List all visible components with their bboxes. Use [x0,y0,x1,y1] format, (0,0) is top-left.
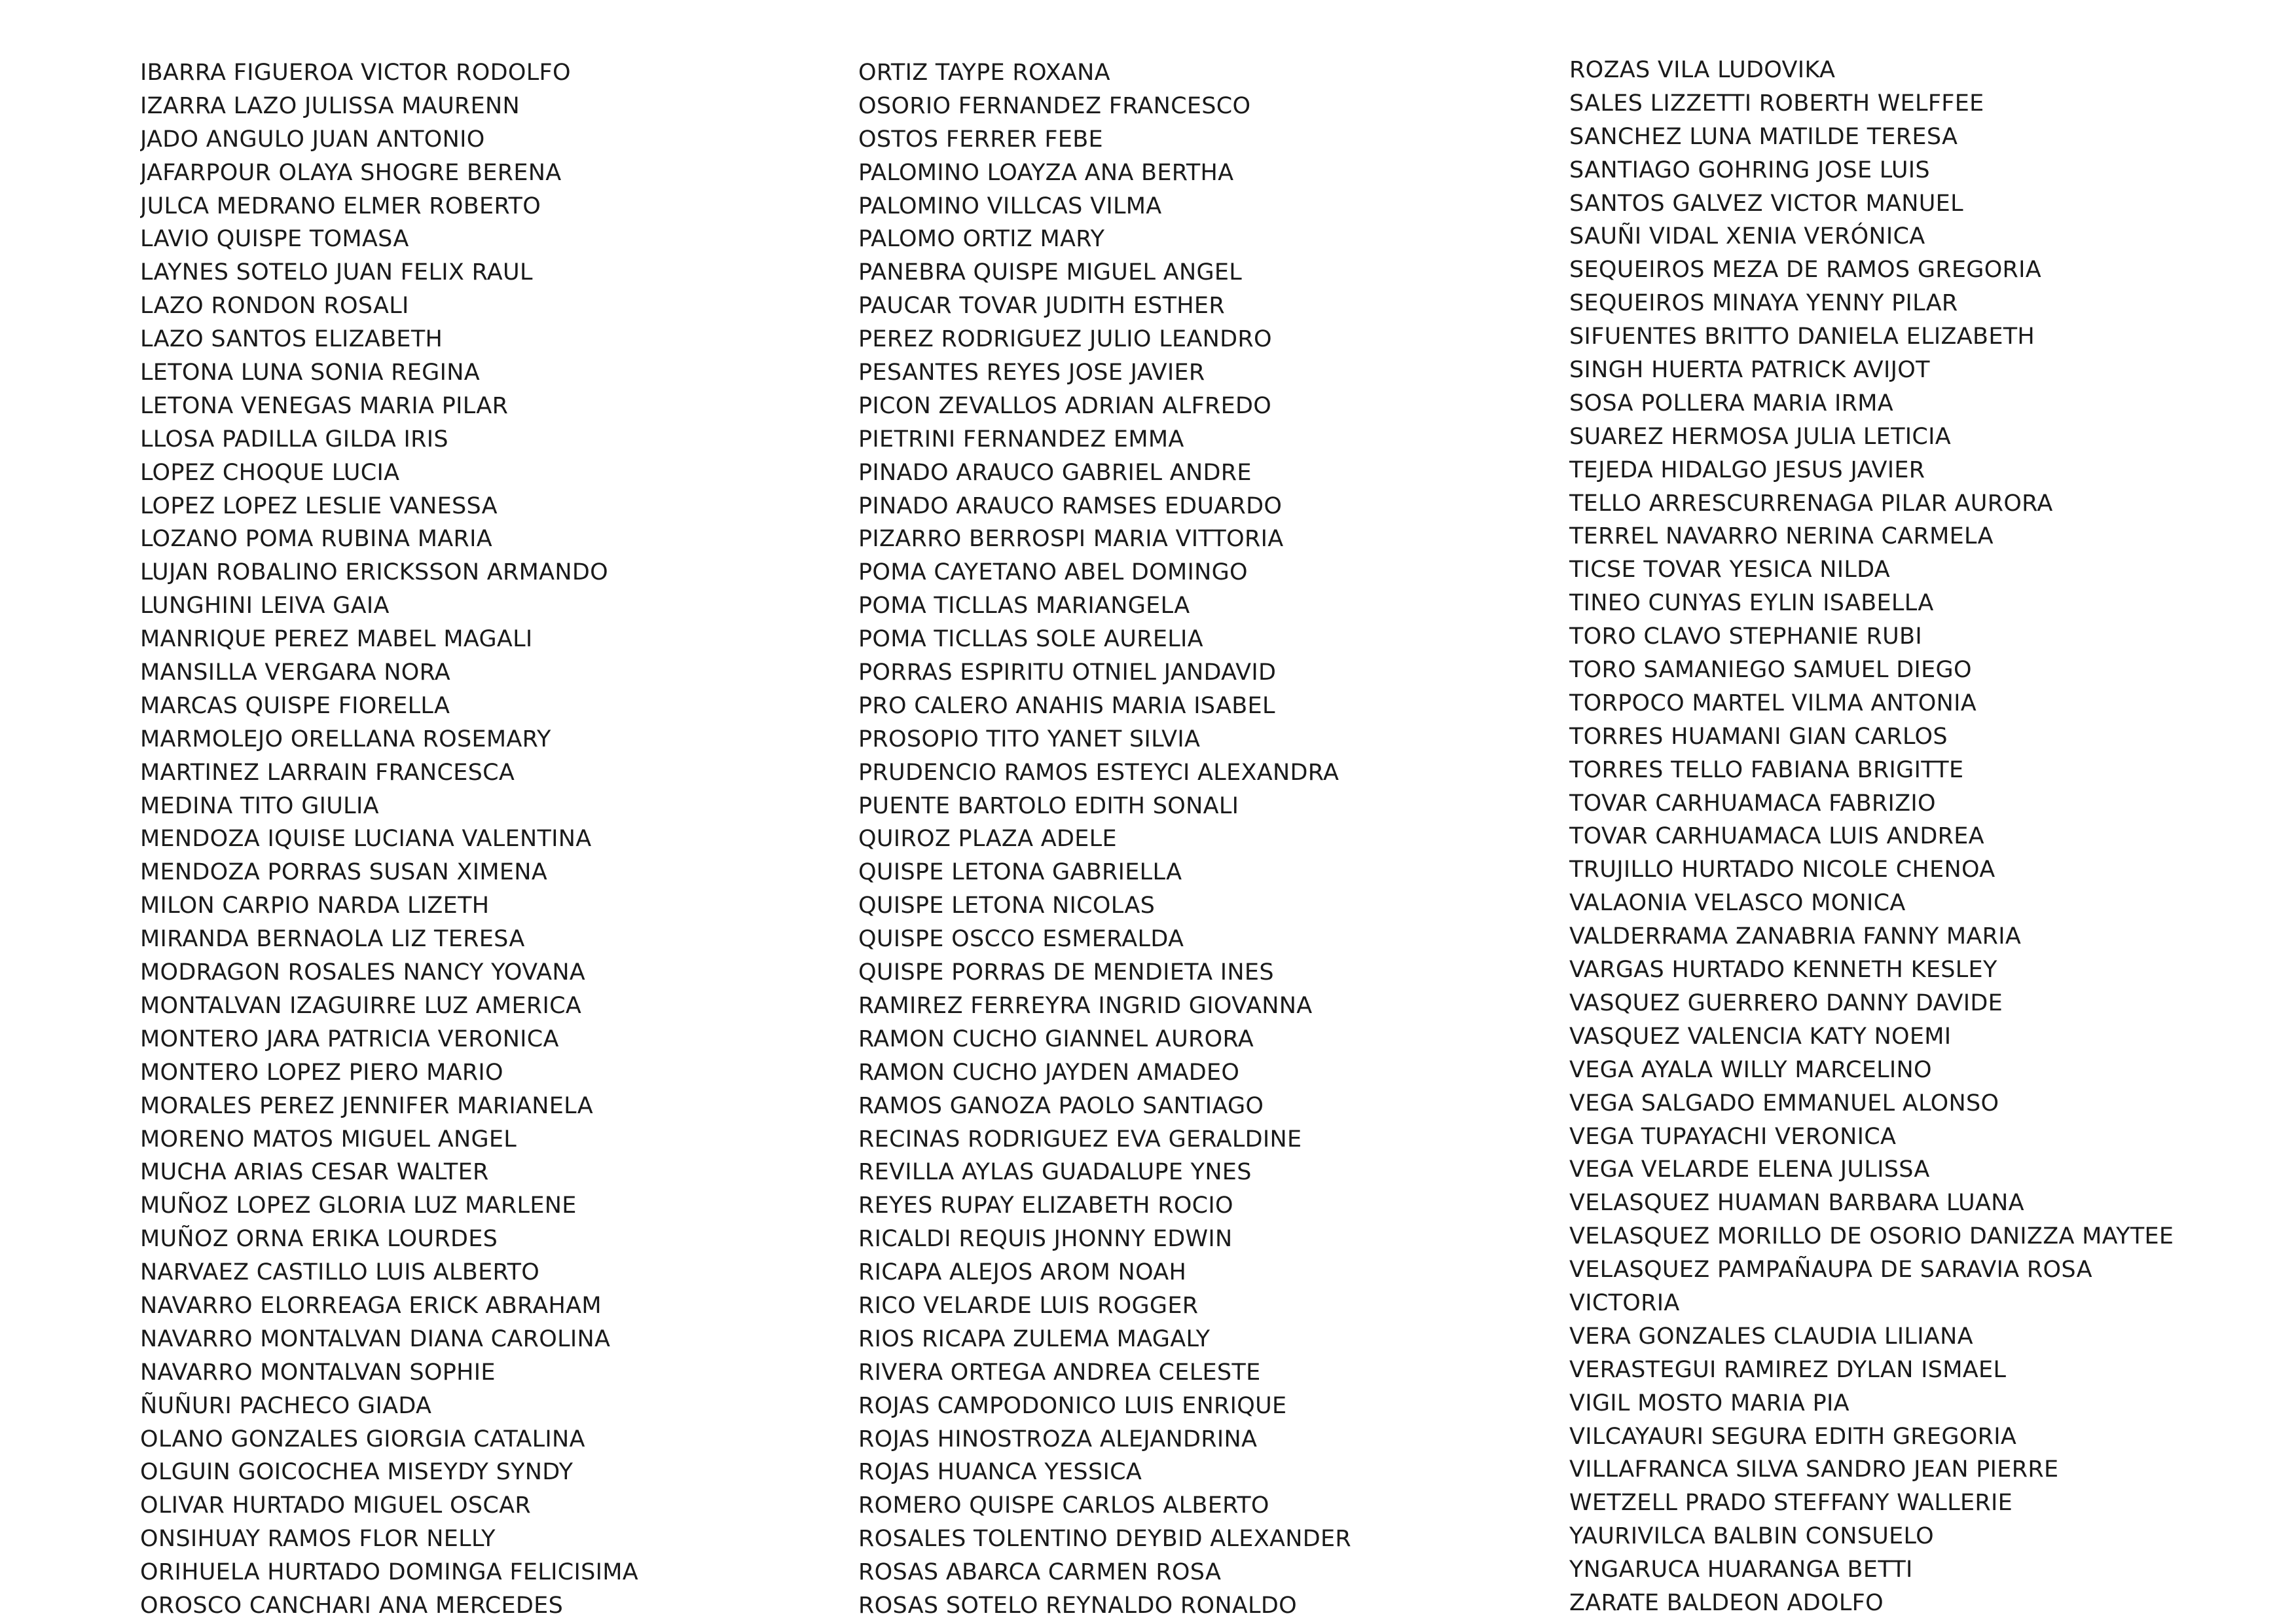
name-entry: POMA TICLLAS SOLE AURELIA [858,626,1203,653]
name-entry: VILCAYAURI SEGURA EDITH GREGORIA [1569,1423,2017,1450]
name-entry: VIGIL MOSTO MARIA PIA [1569,1390,1850,1416]
name-entry: RECINAS RODRIGUEZ EVA GERALDINE [858,1126,1302,1153]
name-entry: VASQUEZ GUERRERO DANNY DAVIDE [1569,989,2003,1016]
name-entry: MUÑOZ ORNA ERIKA LOURDES [140,1226,498,1253]
name-entry: PIETRINI FERNANDEZ EMMA [858,426,1184,452]
name-entry: VARGAS HURTADO KENNETH KESLEY [1569,957,1997,984]
name-entry: QUISPE OSCCO ESMERALDA [858,926,1184,953]
name-entry: MUÑOZ LOPEZ GLORIA LUZ MARLENE [140,1192,577,1219]
name-entry: ORTIZ TAYPE ROXANA [858,60,1110,86]
name-entry: SINGH HUERTA PATRICK AVIJOT [1569,357,1930,384]
name-entry: VELASQUEZ MORILLO DE OSORIO DANIZZA MAYTEE [1569,1223,2174,1250]
name-column-2 [858,56,1351,1624]
name-entry: NAVARRO MONTALVAN DIANA CAROLINA [140,1325,611,1352]
name-entry: VEGA TUPAYACHI VERONICA [1569,1123,1897,1150]
name-entry: MIRANDA BERNAOLA LIZ TERESA [140,926,525,953]
name-entry: TOVAR CARHUAMACA FABRIZIO [1569,790,1936,817]
name-entry: OLANO GONZALES GIORGIA CATALINA [140,1426,585,1452]
name-entry: LOPEZ LOPEZ LESLIE VANESSA [140,492,498,519]
name-entry: RAMON CUCHO GIANNEL AURORA [858,1025,1254,1052]
name-entry: LLOSA PADILLA GILDA IRIS [140,426,448,452]
name-entry: POMA TICLLAS MARIANGELA [858,593,1190,619]
name-entry: MANRIQUE PEREZ MABEL MAGALI [140,626,533,653]
name-entry: PALOMINO VILLCAS VILMA [858,193,1162,219]
name-entry: ROZAS VILA LUDOVIKA [1569,57,1836,83]
name-entry: NARVAEZ CASTILLO LUIS ALBERTO [140,1259,540,1286]
name-entry: ZARATE BALDEON ADOLFO [1569,1589,1884,1616]
name-entry: QUISPE PORRAS DE MENDIETA INES [858,959,1274,986]
name-entry: QUISPE LETONA NICOLAS [858,893,1156,919]
name-entry: PEREZ RODRIGUEZ JULIO LEANDRO [858,326,1272,353]
name-entry: OROSCO CANCHARI ANA MERCEDES [140,1592,564,1619]
name-entry: PROSOPIO TITO YANET SILVIA [858,726,1201,752]
name-entry: ONSIHUAY RAMOS FLOR NELLY [140,1526,496,1553]
name-entry: MODRAGON ROSALES NANCY YOVANA [140,959,586,986]
name-entry: JULCA MEDRANO ELMER ROBERTO [140,193,541,219]
name-entry: RICO VELARDE LUIS ROGGER [858,1292,1199,1319]
name-entry: LAZO SANTOS ELIZABETH [140,326,443,353]
name-entry: LOZANO POMA RUBINA MARIA [140,526,492,553]
name-entry: VALAONIA VELASCO MONICA [1569,890,1906,917]
name-entry: VERASTEGUI RAMIREZ DYLAN ISMAEL [1569,1356,2007,1383]
name-entry: MONTALVAN IZAGUIRRE LUZ AMERICA [140,992,582,1019]
name-entry: MANSILLA VERGARA NORA [140,659,451,686]
name-entry: SEQUEIROS MINAYA YENNY PILAR [1569,290,1958,317]
name-entry: YAURIVILCA BALBIN CONSUELO [1569,1523,1934,1550]
name-entry: MARMOLEJO ORELLANA ROSEMARY [140,726,551,752]
name-entry: SOSA POLLERA MARIA IRMA [1569,390,1893,416]
name-entry: VEGA SALGADO EMMANUEL ALONSO [1569,1090,1999,1116]
name-entry: JADO ANGULO JUAN ANTONIO [140,126,485,153]
name-entry: PRUDENCIO RAMOS ESTEYCI ALEXANDRA [858,759,1339,786]
name-entry: SANTOS GALVEZ VICTOR MANUEL [1569,190,1963,217]
name-entry: PALOMINO LOAYZA ANA BERTHA [858,159,1234,186]
name-entry: YNGARUCA HUARANGA BETTI [1569,1557,1913,1583]
name-entry: ROJAS HUANCA YESSICA [858,1459,1142,1486]
name-entry: PICON ZEVALLOS ADRIAN ALFREDO [858,392,1272,419]
name-entry: VEGA AYALA WILLY MARCELINO [1569,1056,1932,1083]
name-entry: SUAREZ HERMOSA JULIA LETICIA [1569,423,1951,450]
name-entry: OSTOS FERRER FEBE [858,126,1103,153]
name-entry: PIZARRO BERROSPI MARIA VITTORIA [858,526,1284,553]
name-entry: ROSAS ABARCA CARMEN ROSA [858,1559,1222,1586]
name-entry: MILON CARPIO NARDA LIZETH [140,893,490,919]
name-entry: NAVARRO MONTALVAN SOPHIE [140,1359,496,1386]
name-entry: TORO SAMANIEGO SAMUEL DIEGO [1569,657,1972,684]
name-entry: PINADO ARAUCO GABRIEL ANDRE [858,459,1252,486]
name-entry: MENDOZA IQUISE LUCIANA VALENTINA [140,826,592,853]
name-entry: RICAPA ALEJOS AROM NOAH [858,1259,1187,1286]
name-entry: SIFUENTES BRITTO DANIELA ELIZABETH [1569,323,2035,350]
name-entry: TORRES TELLO FABIANA BRIGITTE [1569,756,1964,783]
name-entry: POMA CAYETANO ABEL DOMINGO [858,559,1248,586]
name-entry: RICALDI REQUIS JHONNY EDWIN [858,1226,1233,1253]
name-entry: TERREL NAVARRO NERINA CARMELA [1569,523,1994,550]
name-entry: PRO CALERO ANAHIS MARIA ISABEL [858,692,1275,719]
name-entry: LUNGHINI LEIVA GAIA [140,593,390,619]
name-entry: RAMON CUCHO JAYDEN AMADEO [858,1059,1240,1086]
name-entry: LUJAN ROBALINO ERICKSSON ARMANDO [140,559,608,586]
name-entry: IBARRA FIGUEROA VICTOR RODOLFO [140,60,571,86]
name-entry: TORPOCO MARTEL VILMA ANTONIA [1569,690,1977,716]
name-entry: RAMOS GANOZA PAOLO SANTIAGO [858,1092,1264,1119]
name-entry: TORO CLAVO STEPHANIE RUBI [1569,623,1922,650]
name-entry: MENDOZA PORRAS SUSAN XIMENA [140,859,547,886]
name-entry: VILLAFRANCA SILVA SANDRO JEAN PIERRE [1569,1456,2059,1483]
name-entry: TEJEDA HIDALGO JESUS JAVIER [1569,456,1925,483]
name-entry: MONTERO JARA PATRICIA VERONICA [140,1025,559,1052]
name-entry: PINADO ARAUCO RAMSES EDUARDO [858,492,1283,519]
name-entry: MEDINA TITO GIULIA [140,792,379,819]
name-entry: TOVAR CARHUAMACA LUIS ANDREA [1569,823,1984,850]
name-entry: REVILLA AYLAS GUADALUPE YNES [858,1159,1252,1186]
name-entry: LAYNES SOTELO JUAN FELIX RAUL [140,259,533,286]
name-entry: OSORIO FERNANDEZ FRANCESCO [858,92,1251,119]
name-entry: SANTIAGO GOHRING JOSE LUIS [1569,157,1930,183]
name-entry: TELLO ARRESCURRENAGA PILAR AURORA [1569,490,2053,517]
name-entry: PAUCAR TOVAR JUDITH ESTHER [858,293,1225,320]
name-entry: RAMIREZ FERREYRA INGRID GIOVANNA [858,992,1313,1019]
name-column-3 [1569,54,2174,1621]
name-entry: RIVERA ORTEGA ANDREA CELESTE [858,1359,1261,1386]
name-entry: TRUJILLO HURTADO NICOLE CHENOA [1569,857,1995,883]
name-entry: VERA GONZALES CLAUDIA LILIANA [1569,1323,1973,1350]
name-entry: ROJAS CAMPODONICO LUIS ENRIQUE [858,1392,1287,1419]
name-entry: QUISPE LETONA GABRIELLA [858,859,1182,886]
name-entry: QUIROZ PLAZA ADELE [858,826,1117,853]
name-entry: MARCAS QUISPE FIORELLA [140,692,450,719]
name-entry: SAUÑI VIDAL XENIA VERÓNICA [1569,223,1925,250]
name-entry: TORRES HUAMANI GIAN CARLOS [1569,723,1948,750]
name-entry: MORALES PEREZ JENNIFER MARIANELA [140,1092,593,1119]
name-entry: VALDERRAMA ZANABRIA FANNY MARIA [1569,923,2022,950]
name-entry: VEGA VELARDE ELENA JULISSA [1569,1156,1930,1183]
name-entry: PUENTE BARTOLO EDITH SONALI [858,792,1239,819]
name-entry: WETZELL PRADO STEFFANY WALLERIE [1569,1490,2013,1517]
name-entry: IZARRA LAZO JULISSA MAURENN [140,92,520,119]
name-entry: VELASQUEZ HUAMAN BARBARA LUANA [1569,1190,2024,1217]
name-entry: VASQUEZ VALENCIA KATY NOEMI [1569,1023,1952,1050]
name-entry: SANCHEZ LUNA MATILDE TERESA [1569,123,1958,150]
name-entry: VICTORIA [1569,1289,1680,1316]
name-entry: LOPEZ CHOQUE LUCIA [140,459,400,486]
name-entry: PANEBRA QUISPE MIGUEL ANGEL [858,259,1243,286]
name-entry: PESANTES REYES JOSE JAVIER [858,360,1205,386]
name-entry: REYES RUPAY ELIZABETH ROCIO [858,1192,1233,1219]
name-entry: SALES LIZZETTI ROBERTH WELFFEE [1569,90,1984,117]
name-entry: SEQUEIROS MEZA DE RAMOS GREGORIA [1569,257,2042,284]
name-column-1 [140,56,638,1624]
name-entry: VELASQUEZ PAMPAÑAUPA DE SARAVIA ROSA [1569,1257,2092,1283]
name-entry: ROMERO QUISPE CARLOS ALBERTO [858,1492,1269,1519]
name-entry: NAVARRO ELORREAGA ERICK ABRAHAM [140,1292,602,1319]
name-entry: RIOS RICAPA ZULEMA MAGALY [858,1325,1211,1352]
name-entry: PALOMO ORTIZ MARY [858,226,1105,253]
name-entry: MUCHA ARIAS CESAR WALTER [140,1159,489,1186]
name-entry: LETONA VENEGAS MARIA PILAR [140,392,509,419]
name-entry: TINEO CUNYAS EYLIN ISABELLA [1569,590,1934,617]
name-entry: PORRAS ESPIRITU OTNIEL JANDAVID [858,659,1277,686]
name-entry: ROJAS HINOSTROZA ALEJANDRINA [858,1426,1258,1452]
name-entry: MARTINEZ LARRAIN FRANCESCA [140,759,515,786]
name-entry: ORIHUELA HURTADO DOMINGA FELICISIMA [140,1559,638,1586]
name-entry: LAZO RONDON ROSALI [140,293,409,320]
name-entry: OLIVAR HURTADO MIGUEL OSCAR [140,1492,531,1519]
name-entry: OLGUIN GOICOCHEA MISEYDY SYNDY [140,1459,574,1486]
name-entry: JAFARPOUR OLAYA SHOGRE BERENA [140,159,562,186]
name-entry: LAVIO QUISPE TOMASA [140,226,409,253]
name-entry: MORENO MATOS MIGUEL ANGEL [140,1126,517,1153]
name-entry: ROSAS SOTELO REYNALDO RONALDO [858,1592,1297,1619]
name-entry: ROSALES TOLENTINO DEYBID ALEXANDER [858,1526,1352,1553]
name-entry: ÑUÑURI PACHECO GIADA [140,1392,432,1419]
name-entry: MONTERO LOPEZ PIERO MARIO [140,1059,503,1086]
name-entry: LETONA LUNA SONIA REGINA [140,360,480,386]
name-entry: TICSE TOVAR YESICA NILDA [1569,557,1891,583]
